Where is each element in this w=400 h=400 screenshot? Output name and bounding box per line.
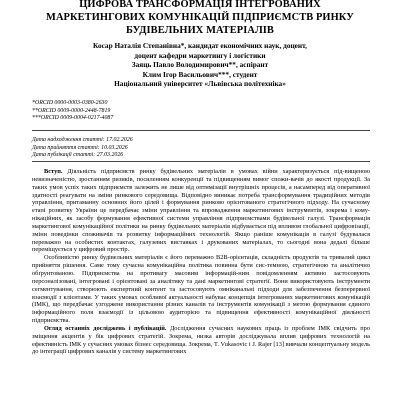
date-received: Дата надходження статті: 17.02.2026 xyxy=(32,137,133,143)
paragraph-b2b xyxy=(32,254,370,325)
paragraph-introduction xyxy=(32,168,370,254)
title-line: ЦИФРОВА ТРАНСФОРМАЦІЯ ІНТЕГРОВАНИХ xyxy=(79,0,321,10)
orcid-entry: **ORCID 0009-0000-2448-7819 xyxy=(32,107,111,114)
orcid-entry: *ORCID 0000-0003-0380-2630 xyxy=(32,100,108,106)
paragraph-text: Діяльність підприємств ринку будівельних матеріалів в умовах війни характеризується під-вищеною невизначеністю, зростанням ризиків, посиленням конкуренції та підвищенням вимог спожи-вачів до якості продукції. За таких умов успіх таких підприємств залежить не лише від оптимізації внутрішніх процесів, а насамперед від оперативної здатності реагувати на зміни ринкового середовища. Відповідно виникає потреба трансформування традиційних методів управління, притаманну основних його цілей і формування ринково орієнтованого стратегічного підходу. На сучасному етапі розвитку України це передбачає зміни управління та впровадження маркетингових інструментів, зокрема і кому-нікаційних, як засобу формування ефективної системи управління підприємствами будівельної галузі. Трансформація маркетингової комунікаційної політики на ринку будівельних матеріалів відбувається під впливом глобальної цифровізації, зміни поведінки споживачів та розвитку інформаційних технологій. Якщо раніше комунікація в галузі будувалася переважно на особистих контактах, галузевих виставках і друкованих матеріалах, то сьогодні вона дедалі більше переміщується у цифровий простір. xyxy=(32,168,370,254)
article-body xyxy=(32,168,370,356)
section-heading: Огляд останніх досліджень і публікацій. xyxy=(44,324,167,332)
author-block xyxy=(0,41,400,89)
orcid-list xyxy=(32,100,232,123)
orcid-entry: ***ORCID 0009-0004-0217-4087 xyxy=(32,115,114,122)
title-line: МАРКЕТИНГОВИХ КОМУНІКАЦІЙ ПІДПРИЄМСТВ РИНКУ xyxy=(46,12,354,23)
divider-bottom xyxy=(32,161,370,162)
article-dates xyxy=(32,137,232,160)
author-line: Косар Наталія Степанівна*, кандидат економічних наук, доцент, xyxy=(93,41,307,50)
paragraph-text: Дослідження сучасних наукових праць із проблем ІМК свідчить про зміщення акцентів у бік цифрових стратегій. Зокрема, низка авторів досліджувала вплив цифрових технологій на ефективність ІМК у сучасних умовах бізнес середовища. Зокрема, T. Vukasovic і J. Rajer [13] вивчали концептуальну модель до інтеграції цифрових каналів у систему маркетингових xyxy=(32,324,370,356)
date-accepted: Дата прийняття статті: 10.03.2026 xyxy=(32,144,128,151)
divider-top xyxy=(32,130,370,131)
affiliation-line: Національний університет «Львівська політехніка» xyxy=(114,79,286,89)
section-heading: Вступ. xyxy=(44,168,63,175)
date-published: Дата публікації статті: 27.03.2026 xyxy=(32,152,124,159)
paper-title xyxy=(0,0,400,37)
author-line: доцент кафедри маркетингу і логістики xyxy=(134,50,266,60)
author-line: Заяць Павло Володимирович**, аспірант xyxy=(131,60,269,70)
paragraph-text: Особливістю ринку будівельних матеріалів є його переважно B2B-орієнтація, складність продуктів та тривалий цикл прийняття рішення. Саме тому сучасна комунікаційна політика повинна бути сис-темною, стратегічною та аналітично обґрунтованою. Підприємства на противагу масовим інформацій-ним повідомленням активно застосовують персоналізовані, інтегровані і орієнтовані за аналітику та дані маркетингові стратегії. Вони використовують інструменти сегментування, створюють експертний контент та застосовують омніканальні підходи для забезпечення безперервної взаємодії з клієнтами. У таких умовах особливої актуальності набуває концепція інтегрованих маркетингових комунікацій (ІМК), що передбачає узгоджене використання різних каналів та інструментів комунікації з метою формування єдиного інформаційного поля взаємодії із цільовою аудиторією та підвищення ефективності комунікаційної діяльності підприємства. xyxy=(32,254,370,325)
author-line: Клим Ігор Васильович***, студент xyxy=(142,69,258,79)
paragraph-literature-review xyxy=(32,325,370,356)
title-line: БУДІВЕЛЬНИХ МАТЕРІАЛІВ xyxy=(126,25,274,36)
